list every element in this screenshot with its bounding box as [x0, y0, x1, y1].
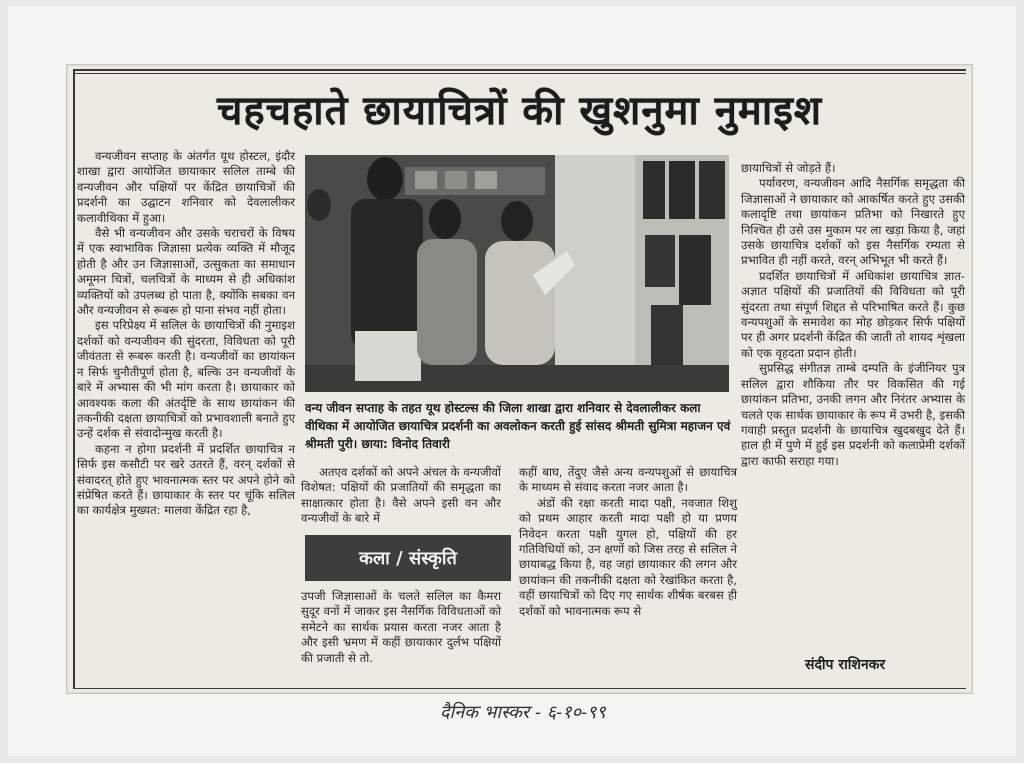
photo-caption: वन्य जीवन सप्ताह के तहत यूथ होस्टल्स की जिला शाखा द्वारा शनिवार से देवलालीकर कला वीथिका में आयोजित छायाचित्र प्रदर्शनी का अवलोकन करती हुई सांसद श्रीमती सुमित्रा महाजन एवं श्रीमती पुरी। छाया: विनोद तिवारी [305, 401, 731, 451]
paragraph: वन्यजीवन सप्ताह के अंतर्गत यूथ होस्टल, इंदौर शाखा द्वारा आयोजित छायाकार सलिल ताम्बे की वन्यजीवन और पक्षियों पर केंद्रित छायाचित्रों की प्रदर्शनी का उद्घाटन शनिवार को देवलालीकर कलावीथिका में हुआ। [77, 149, 295, 225]
photo-illustration [305, 155, 729, 392]
article-column-1 [77, 149, 295, 519]
paragraph: उपजी जिज्ञासाओं के चलते सलिल का कैमरा सुदूर वनों में जाकर इस नैसर्गिक विविधताओं को समेटने का सार्थक प्रयास करता नजर आता है और इसी भ्रमण में कहीं छायाकार दुर्लभ पक्षियों की प्रजाती से तो. [301, 589, 501, 665]
paragraph: इस परिप्रेक्ष्य में सलिल के छायाचित्रों की नुमाइश दर्शकों को वन्यजीवन की सुंदरता, विविधता को पूरी जीवंतता से रूबरू करती है। वन्यजीवों का छायांकन न सिर्फ चुनौतीपूर्ण होता है, बल्कि उन वन्यजीवों के बारे में अभ्यास की भी मांग करता है। छायाकार को आवश्यक कला की अंतर्दृष्टि के साथ छायांकन की तकनीकी दक्षता छायाचित्रों को प्रभावशाली बनाते हुए उन्हें दर्शक से संवादोन्मुख करती है। [77, 318, 295, 441]
left-rule [73, 69, 75, 689]
section-banner: कला / संस्कृति [305, 535, 511, 581]
paragraph: अतएव दर्शकों को अपने अंचल के वन्यजीवों विशेषत: पक्षियों की प्रजातियों की समृद्धता का साक्षात्कार होता है। वैसे अपने इसी वन और वन्यजीवों के बारे में [301, 465, 501, 526]
paragraph: वैसे भी वन्यजीवन और उसके चराचरों के विषय में एक स्वाभाविक जिज्ञासा प्रत्येक व्यक्ति में मौजूद होती है और उन जिज्ञासाओं, उत्सुकता का समाधान अमूमन चित्रों, चलचित्रों के माध्यम से ही अधिकांश व्यक्तियों को उपलब्ध हो पाता है, क्योंकि सबका वन और वन्यजीवन से रूबरू हो पाना संभव नहीं होता। [77, 226, 295, 318]
paragraph: अंडों की रक्षा करती मादा पक्षी, नवजात शिशु को प्रथम आहार करती मादा पक्षी हो या प्रणय निवेदन करता पक्षी युगल हो, पक्षियों की हर गतिविधियों को, उन क्षणों को जिस तरह से सलिल ने छायाबद्ध किया है, वह जहां छायाकार की लगन और छायांकन की तकनीकी दक्षता को रेखांकित करता है, वहीं छायाचित्रों को दिए गए सार्थक शीर्षक बरबस ही दर्शकों को भावनात्मक रूप से [519, 495, 737, 618]
paragraph: छायाचित्रों से जोड़ते हैं। [741, 161, 836, 175]
newspaper-clipping [66, 64, 973, 694]
paragraph: सुप्रसिद्ध संगीतज्ञ ताम्बे दम्पति के इंजीनियर पुत्र सलिल द्वारा शौकिया तौर पर विकसित की गई छायांकन प्रतिभा, उनकी लगन और निरंतर अभ्यास के चलते एक सार्थक छायाकार के रूप में उभरी है, इसकी गवाही प्रस्तुत प्रदर्शनी के छायाचित्र खुदबखुद देते हैं। हाल ही में पुणे में हुई इस प्रदर्शनी को कलाप्रेमी दर्शकों द्वारा काफी सराहा गया। [741, 361, 965, 468]
author-byline: संदीप राशिनकर [805, 657, 886, 673]
headline: चहचहाते छायाचित्रों की खुशनुमा नुमाइश [216, 88, 823, 134]
scan-sheet [8, 6, 1016, 756]
handwritten-source-note: दैनिक भास्कर - ६-१०-९९ [440, 702, 606, 723]
paragraph: प्रदर्शित छायाचित्रों में अधिकांश छायाचित्र ज्ञात-अज्ञात पक्षियों की प्रजातियों की विविधता को पूरी सुंदरता तथा संपूर्ण शिद्दत से परिभाषित करते हैं। कुछ वन्यपशुओं के समावेश का मोह छोड़कर सिर्फ पक्षियों पर ही अगर प्रदर्शनी केंद्रित की जाती तो शायद शृंखला को एक वृहदता प्रदान होती। [741, 268, 965, 360]
paragraph: पर्यावरण, वन्यजीवन आदि नैसर्गिक समृद्धता की जिज्ञासाओं ने छायाकार को आकर्षित करते हुए उसकी कलादृष्टि तथा छायांकन प्रतिभा को निखारते हुए निश्चित ही उसे उस मुकाम पर ला खड़ा किया है, जहां उसके छायाचित्र दर्शकों को इस नैसर्गिक रम्यता से प्रभावित ही नहीं करते, वरन् अभिभूत भी करते हैं। [741, 176, 965, 268]
article-column-4 [741, 161, 965, 469]
paragraph: कहीं बाघ, तेंदुए जैसे अन्य वन्यपशुओं से छायाचित्र के माध्यम से संवाद करता नजर आता है। [519, 465, 737, 495]
article-column-3 [519, 465, 737, 619]
bottom-rule [73, 688, 966, 689]
top-rule-thin [73, 73, 966, 74]
paragraph: कहना न होगा प्रदर्शनी में प्रदर्शित छायाचित्र न सिर्फ इस कसौटी पर खरे उतरते हैं, वरन् दर्शकों से संवादरत् होते हुए भावनात्मक स्तर पर अपने होने को संप्रेषित करते हैं। छायाकार के स्तर पर चूंकि सलिल का कार्यक्षेत्र मुख्यत: मालवा केंद्रित रहा है, [77, 441, 295, 518]
top-rule [73, 69, 966, 71]
exhibition-photo [305, 155, 729, 392]
